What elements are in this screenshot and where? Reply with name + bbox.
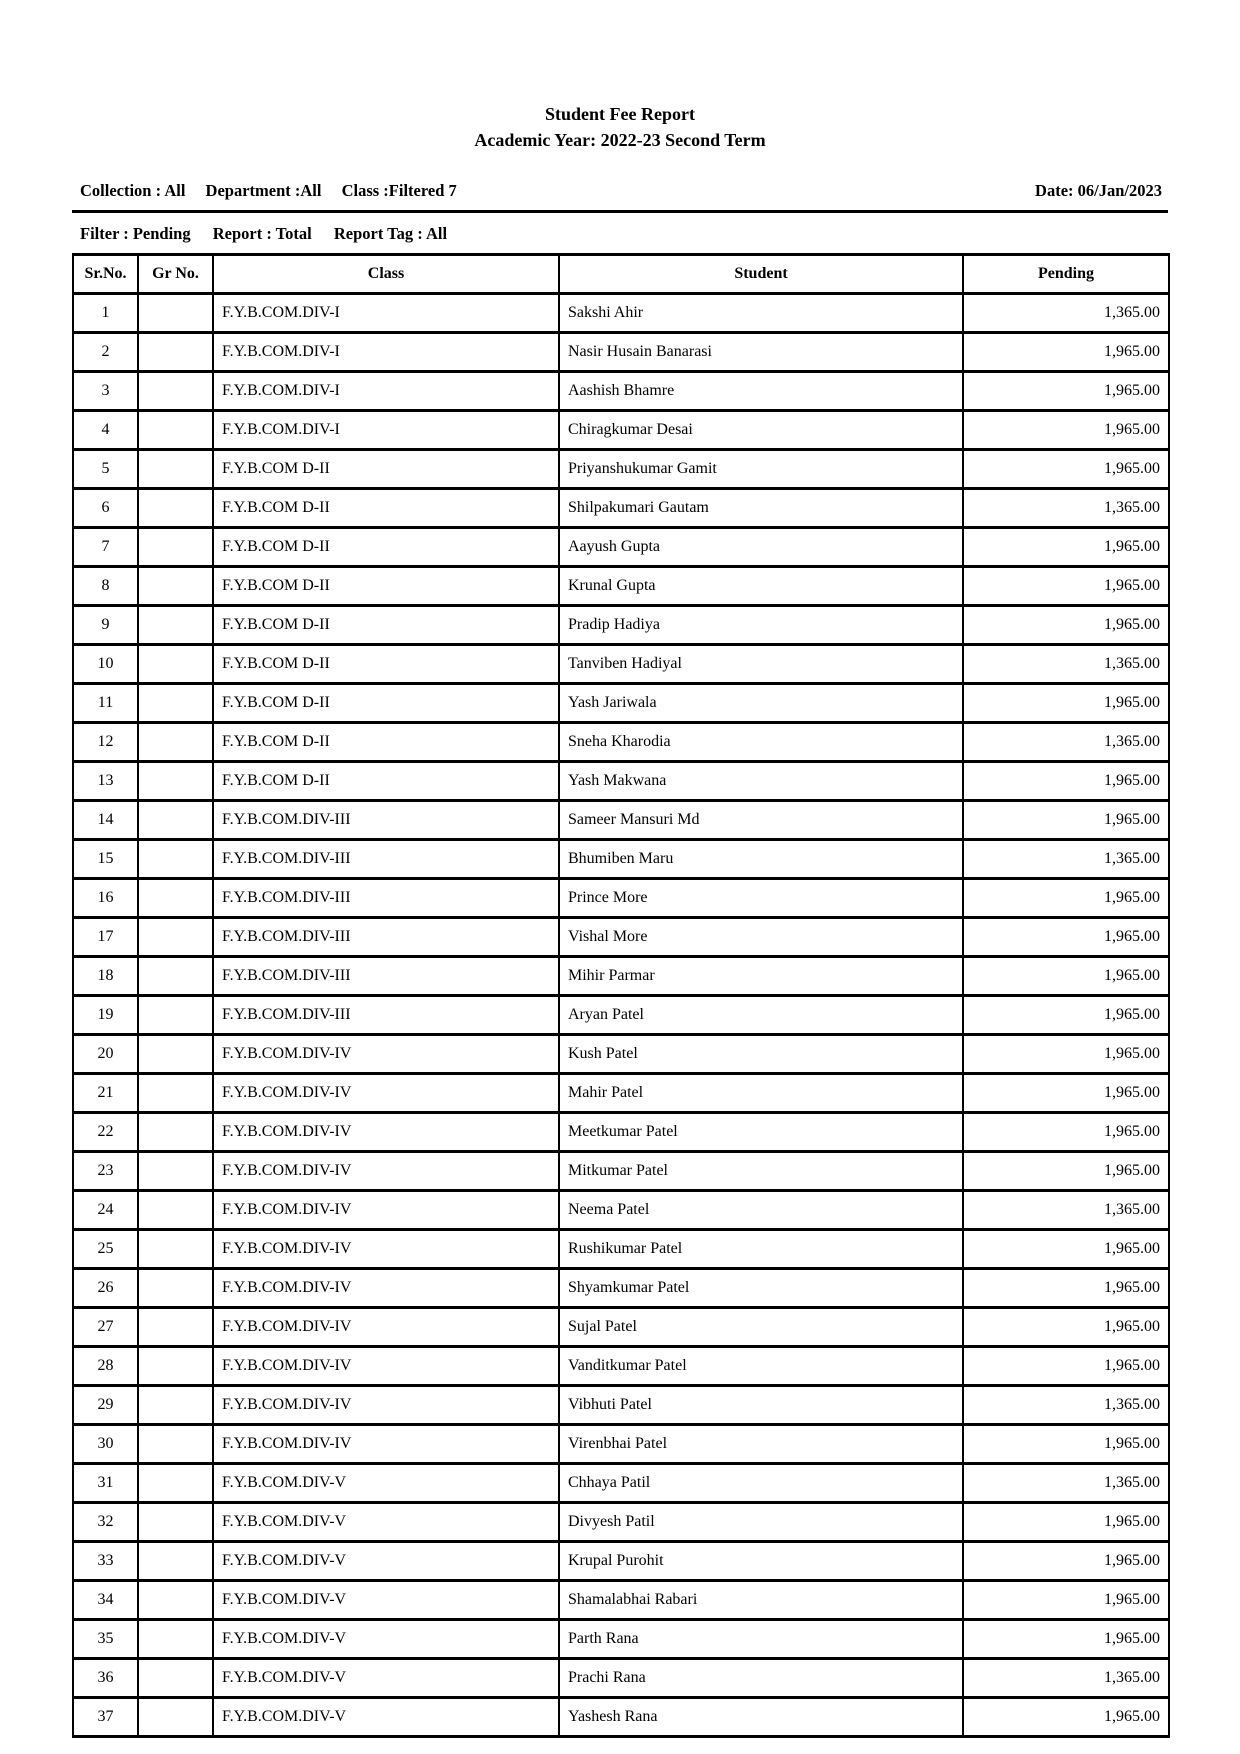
cell-gr-no <box>138 840 213 879</box>
cell-class: F.Y.B.COM D-II <box>213 528 559 567</box>
cell-sr-no: 8 <box>73 567 138 606</box>
cell-student: Nasir Husain Banarasi <box>559 333 963 372</box>
cell-gr-no <box>138 645 213 684</box>
table-row <box>73 1035 1169 1074</box>
cell-sr-no: 32 <box>73 1503 138 1542</box>
cell-gr-no <box>138 684 213 723</box>
cell-class: F.Y.B.COM.DIV-I <box>213 411 559 450</box>
cell-pending: 1,965.00 <box>963 996 1169 1035</box>
cell-student: Krupal Purohit <box>559 1542 963 1581</box>
report-page <box>72 0 1168 1738</box>
cell-pending: 1,965.00 <box>963 918 1169 957</box>
cell-class: F.Y.B.COM D-II <box>213 723 559 762</box>
meta-row <box>72 181 1168 201</box>
cell-pending: 1,965.00 <box>963 684 1169 723</box>
cell-class: F.Y.B.COM.DIV-V <box>213 1581 559 1620</box>
cell-student: Sujal Patel <box>559 1308 963 1347</box>
cell-gr-no <box>138 1191 213 1230</box>
table-row <box>73 450 1169 489</box>
cell-pending: 1,965.00 <box>963 372 1169 411</box>
cell-gr-no <box>138 723 213 762</box>
cell-sr-no: 28 <box>73 1347 138 1386</box>
table-row <box>73 528 1169 567</box>
cell-gr-no <box>138 762 213 801</box>
cell-student: Virenbhai Patel <box>559 1425 963 1464</box>
cell-pending: 1,965.00 <box>963 411 1169 450</box>
table-row <box>73 1308 1169 1347</box>
cell-pending: 1,965.00 <box>963 1581 1169 1620</box>
cell-pending: 1,365.00 <box>963 1386 1169 1425</box>
cell-sr-no: 2 <box>73 333 138 372</box>
divider-rule <box>72 210 1168 213</box>
cell-gr-no <box>138 1347 213 1386</box>
cell-pending: 1,365.00 <box>963 723 1169 762</box>
table-row <box>73 1620 1169 1659</box>
cell-class: F.Y.B.COM.DIV-IV <box>213 1035 559 1074</box>
table-row <box>73 1503 1169 1542</box>
cell-gr-no <box>138 567 213 606</box>
cell-class: F.Y.B.COM.DIV-IV <box>213 1308 559 1347</box>
table-row <box>73 294 1169 333</box>
header-pending: Pending <box>963 255 1169 294</box>
table-row <box>73 762 1169 801</box>
cell-sr-no: 27 <box>73 1308 138 1347</box>
table-row <box>73 567 1169 606</box>
fee-table <box>72 253 1170 1738</box>
cell-gr-no <box>138 1698 213 1737</box>
table-row <box>73 333 1169 372</box>
cell-pending: 1,965.00 <box>963 1074 1169 1113</box>
table-row <box>73 1230 1169 1269</box>
cell-class: F.Y.B.COM.DIV-IV <box>213 1074 559 1113</box>
cell-student: Sneha Kharodia <box>559 723 963 762</box>
cell-gr-no <box>138 528 213 567</box>
cell-pending: 1,965.00 <box>963 528 1169 567</box>
page-subtitle: Academic Year: 2022-23 Second Term <box>474 129 766 150</box>
cell-sr-no: 20 <box>73 1035 138 1074</box>
table-row <box>73 1581 1169 1620</box>
cell-pending: 1,965.00 <box>963 1347 1169 1386</box>
cell-student: Meetkumar Patel <box>559 1113 963 1152</box>
meta-collection: Collection : All <box>80 181 186 201</box>
cell-sr-no: 15 <box>73 840 138 879</box>
table-row <box>73 801 1169 840</box>
cell-pending: 1,965.00 <box>963 1308 1169 1347</box>
cell-class: F.Y.B.COM.DIV-IV <box>213 1230 559 1269</box>
header-sr-no: Sr.No. <box>73 255 138 294</box>
table-row <box>73 1074 1169 1113</box>
cell-class: F.Y.B.COM D-II <box>213 684 559 723</box>
cell-class: F.Y.B.COM.DIV-IV <box>213 1191 559 1230</box>
cell-pending: 1,965.00 <box>963 1620 1169 1659</box>
cell-pending: 1,365.00 <box>963 1659 1169 1698</box>
filter-row <box>72 224 1168 244</box>
cell-student: Tanviben Hadiyal <box>559 645 963 684</box>
cell-student: Pradip Hadiya <box>559 606 963 645</box>
report-tag-label: Report Tag : All <box>333 224 448 244</box>
table-row <box>73 372 1169 411</box>
cell-student: Kush Patel <box>559 1035 963 1074</box>
cell-gr-no <box>138 1503 213 1542</box>
cell-sr-no: 24 <box>73 1191 138 1230</box>
cell-class: F.Y.B.COM.DIV-IV <box>213 1152 559 1191</box>
cell-gr-no <box>138 918 213 957</box>
cell-gr-no <box>138 879 213 918</box>
cell-sr-no: 11 <box>73 684 138 723</box>
table-row <box>73 1386 1169 1425</box>
cell-student: Vanditkumar Patel <box>559 1347 963 1386</box>
cell-student: Neema Patel <box>559 1191 963 1230</box>
cell-sr-no: 37 <box>73 1698 138 1737</box>
table-row <box>73 411 1169 450</box>
cell-sr-no: 21 <box>73 1074 138 1113</box>
report-label: Report : Total <box>212 224 312 244</box>
cell-student: Aayush Gupta <box>559 528 963 567</box>
table-row <box>73 684 1169 723</box>
cell-pending: 1,965.00 <box>963 1698 1169 1737</box>
cell-sr-no: 14 <box>73 801 138 840</box>
cell-class: F.Y.B.COM.DIV-V <box>213 1620 559 1659</box>
cell-sr-no: 26 <box>73 1269 138 1308</box>
meta-class: Class :Filtered 7 <box>341 181 457 201</box>
table-row <box>73 1542 1169 1581</box>
cell-pending: 1,965.00 <box>963 333 1169 372</box>
table-row <box>73 996 1169 1035</box>
table-row <box>73 918 1169 957</box>
cell-pending: 1,365.00 <box>963 1191 1169 1230</box>
table-row <box>73 1698 1169 1737</box>
cell-student: Vishal More <box>559 918 963 957</box>
fee-table-body <box>73 294 1169 1737</box>
cell-gr-no <box>138 1464 213 1503</box>
cell-student: Yash Jariwala <box>559 684 963 723</box>
cell-class: F.Y.B.COM D-II <box>213 567 559 606</box>
cell-sr-no: 33 <box>73 1542 138 1581</box>
page-title: Student Fee Report <box>545 104 695 124</box>
cell-class: F.Y.B.COM.DIV-III <box>213 801 559 840</box>
cell-gr-no <box>138 1035 213 1074</box>
cell-sr-no: 12 <box>73 723 138 762</box>
cell-sr-no: 31 <box>73 1464 138 1503</box>
cell-pending: 1,965.00 <box>963 801 1169 840</box>
cell-gr-no <box>138 1620 213 1659</box>
cell-pending: 1,965.00 <box>963 567 1169 606</box>
cell-student: Bhumiben Maru <box>559 840 963 879</box>
cell-gr-no <box>138 333 213 372</box>
cell-class: F.Y.B.COM D-II <box>213 762 559 801</box>
cell-class: F.Y.B.COM.DIV-III <box>213 879 559 918</box>
cell-class: F.Y.B.COM.DIV-V <box>213 1659 559 1698</box>
cell-sr-no: 30 <box>73 1425 138 1464</box>
cell-gr-no <box>138 1074 213 1113</box>
meta-left <box>80 181 457 201</box>
table-row <box>73 879 1169 918</box>
cell-gr-no <box>138 801 213 840</box>
fee-table-head <box>73 255 1169 294</box>
cell-pending: 1,965.00 <box>963 1503 1169 1542</box>
meta-date: Date: 06/Jan/2023 <box>1035 181 1162 201</box>
cell-student: Prachi Rana <box>559 1659 963 1698</box>
cell-pending: 1,965.00 <box>963 1425 1169 1464</box>
cell-sr-no: 36 <box>73 1659 138 1698</box>
cell-sr-no: 13 <box>73 762 138 801</box>
table-row <box>73 840 1169 879</box>
cell-class: F.Y.B.COM D-II <box>213 489 559 528</box>
cell-gr-no <box>138 372 213 411</box>
cell-gr-no <box>138 1269 213 1308</box>
cell-sr-no: 6 <box>73 489 138 528</box>
header-row <box>73 255 1169 294</box>
cell-student: Chiragkumar Desai <box>559 411 963 450</box>
cell-pending: 1,965.00 <box>963 762 1169 801</box>
cell-class: F.Y.B.COM.DIV-I <box>213 333 559 372</box>
table-row <box>73 1464 1169 1503</box>
table-row <box>73 1659 1169 1698</box>
cell-sr-no: 10 <box>73 645 138 684</box>
cell-class: F.Y.B.COM D-II <box>213 606 559 645</box>
cell-gr-no <box>138 1386 213 1425</box>
cell-class: F.Y.B.COM D-II <box>213 450 559 489</box>
cell-gr-no <box>138 1425 213 1464</box>
cell-student: Chhaya Patil <box>559 1464 963 1503</box>
cell-class: F.Y.B.COM.DIV-III <box>213 840 559 879</box>
cell-student: Krunal Gupta <box>559 567 963 606</box>
cell-student: Rushikumar Patel <box>559 1230 963 1269</box>
cell-sr-no: 3 <box>73 372 138 411</box>
cell-sr-no: 18 <box>73 957 138 996</box>
cell-student: Yashesh Rana <box>559 1698 963 1737</box>
cell-gr-no <box>138 450 213 489</box>
table-row <box>73 606 1169 645</box>
cell-student: Divyesh Patil <box>559 1503 963 1542</box>
cell-pending: 1,965.00 <box>963 1269 1169 1308</box>
cell-gr-no <box>138 1230 213 1269</box>
table-row <box>73 1152 1169 1191</box>
table-row <box>73 489 1169 528</box>
cell-gr-no <box>138 489 213 528</box>
cell-class: F.Y.B.COM.DIV-IV <box>213 1386 559 1425</box>
cell-pending: 1,365.00 <box>963 1464 1169 1503</box>
cell-student: Shamalabhai Rabari <box>559 1581 963 1620</box>
cell-student: Parth Rana <box>559 1620 963 1659</box>
cell-sr-no: 22 <box>73 1113 138 1152</box>
cell-gr-no <box>138 957 213 996</box>
table-row <box>73 1113 1169 1152</box>
cell-pending: 1,965.00 <box>963 1113 1169 1152</box>
cell-class: F.Y.B.COM.DIV-V <box>213 1698 559 1737</box>
cell-student: Sameer Mansuri Md <box>559 801 963 840</box>
cell-pending: 1,365.00 <box>963 294 1169 333</box>
cell-sr-no: 1 <box>73 294 138 333</box>
header-gr-no: Gr No. <box>138 255 213 294</box>
filter-label: Filter : Pending <box>80 224 191 244</box>
cell-sr-no: 17 <box>73 918 138 957</box>
table-row <box>73 723 1169 762</box>
cell-pending: 1,965.00 <box>963 450 1169 489</box>
cell-class: F.Y.B.COM.DIV-III <box>213 996 559 1035</box>
header-student: Student <box>559 255 963 294</box>
cell-student: Mahir Patel <box>559 1074 963 1113</box>
cell-sr-no: 25 <box>73 1230 138 1269</box>
table-row <box>73 1347 1169 1386</box>
cell-class: F.Y.B.COM.DIV-I <box>213 294 559 333</box>
cell-student: Sakshi Ahir <box>559 294 963 333</box>
cell-student: Shyamkumar Patel <box>559 1269 963 1308</box>
cell-class: F.Y.B.COM.DIV-IV <box>213 1113 559 1152</box>
cell-class: F.Y.B.COM.DIV-V <box>213 1464 559 1503</box>
cell-student: Shilpakumari Gautam <box>559 489 963 528</box>
cell-gr-no <box>138 1581 213 1620</box>
cell-class: F.Y.B.COM.DIV-V <box>213 1503 559 1542</box>
cell-gr-no <box>138 1308 213 1347</box>
cell-class: F.Y.B.COM.DIV-IV <box>213 1347 559 1386</box>
table-row <box>73 1191 1169 1230</box>
header-class: Class <box>213 255 559 294</box>
cell-student: Aryan Patel <box>559 996 963 1035</box>
cell-pending: 1,965.00 <box>963 879 1169 918</box>
cell-student: Vibhuti Patel <box>559 1386 963 1425</box>
table-row <box>73 957 1169 996</box>
table-row <box>73 1269 1169 1308</box>
cell-gr-no <box>138 411 213 450</box>
cell-student: Priyanshukumar Gamit <box>559 450 963 489</box>
cell-gr-no <box>138 1113 213 1152</box>
cell-sr-no: 9 <box>73 606 138 645</box>
cell-pending: 1,365.00 <box>963 840 1169 879</box>
cell-sr-no: 35 <box>73 1620 138 1659</box>
cell-sr-no: 7 <box>73 528 138 567</box>
cell-pending: 1,965.00 <box>963 606 1169 645</box>
cell-pending: 1,965.00 <box>963 1230 1169 1269</box>
cell-student: Mihir Parmar <box>559 957 963 996</box>
cell-sr-no: 19 <box>73 996 138 1035</box>
cell-student: Prince More <box>559 879 963 918</box>
cell-sr-no: 34 <box>73 1581 138 1620</box>
cell-class: F.Y.B.COM.DIV-I <box>213 372 559 411</box>
cell-sr-no: 29 <box>73 1386 138 1425</box>
cell-pending: 1,965.00 <box>963 957 1169 996</box>
cell-pending: 1,365.00 <box>963 489 1169 528</box>
cell-gr-no <box>138 1542 213 1581</box>
table-row <box>73 645 1169 684</box>
cell-sr-no: 23 <box>73 1152 138 1191</box>
meta-department: Department :All <box>205 181 322 201</box>
cell-gr-no <box>138 294 213 333</box>
cell-gr-no <box>138 606 213 645</box>
cell-student: Aashish Bhamre <box>559 372 963 411</box>
cell-class: F.Y.B.COM D-II <box>213 645 559 684</box>
report-header <box>72 0 1168 153</box>
cell-pending: 1,965.00 <box>963 1152 1169 1191</box>
cell-gr-no <box>138 996 213 1035</box>
cell-pending: 1,365.00 <box>963 645 1169 684</box>
cell-class: F.Y.B.COM.DIV-III <box>213 918 559 957</box>
table-row <box>73 1425 1169 1464</box>
cell-class: F.Y.B.COM.DIV-IV <box>213 1269 559 1308</box>
cell-pending: 1,965.00 <box>963 1035 1169 1074</box>
cell-gr-no <box>138 1659 213 1698</box>
cell-sr-no: 4 <box>73 411 138 450</box>
cell-student: Mitkumar Patel <box>559 1152 963 1191</box>
cell-sr-no: 16 <box>73 879 138 918</box>
cell-gr-no <box>138 1152 213 1191</box>
cell-sr-no: 5 <box>73 450 138 489</box>
cell-class: F.Y.B.COM.DIV-V <box>213 1542 559 1581</box>
cell-class: F.Y.B.COM.DIV-IV <box>213 1425 559 1464</box>
cell-student: Yash Makwana <box>559 762 963 801</box>
cell-class: F.Y.B.COM.DIV-III <box>213 957 559 996</box>
cell-pending: 1,965.00 <box>963 1542 1169 1581</box>
